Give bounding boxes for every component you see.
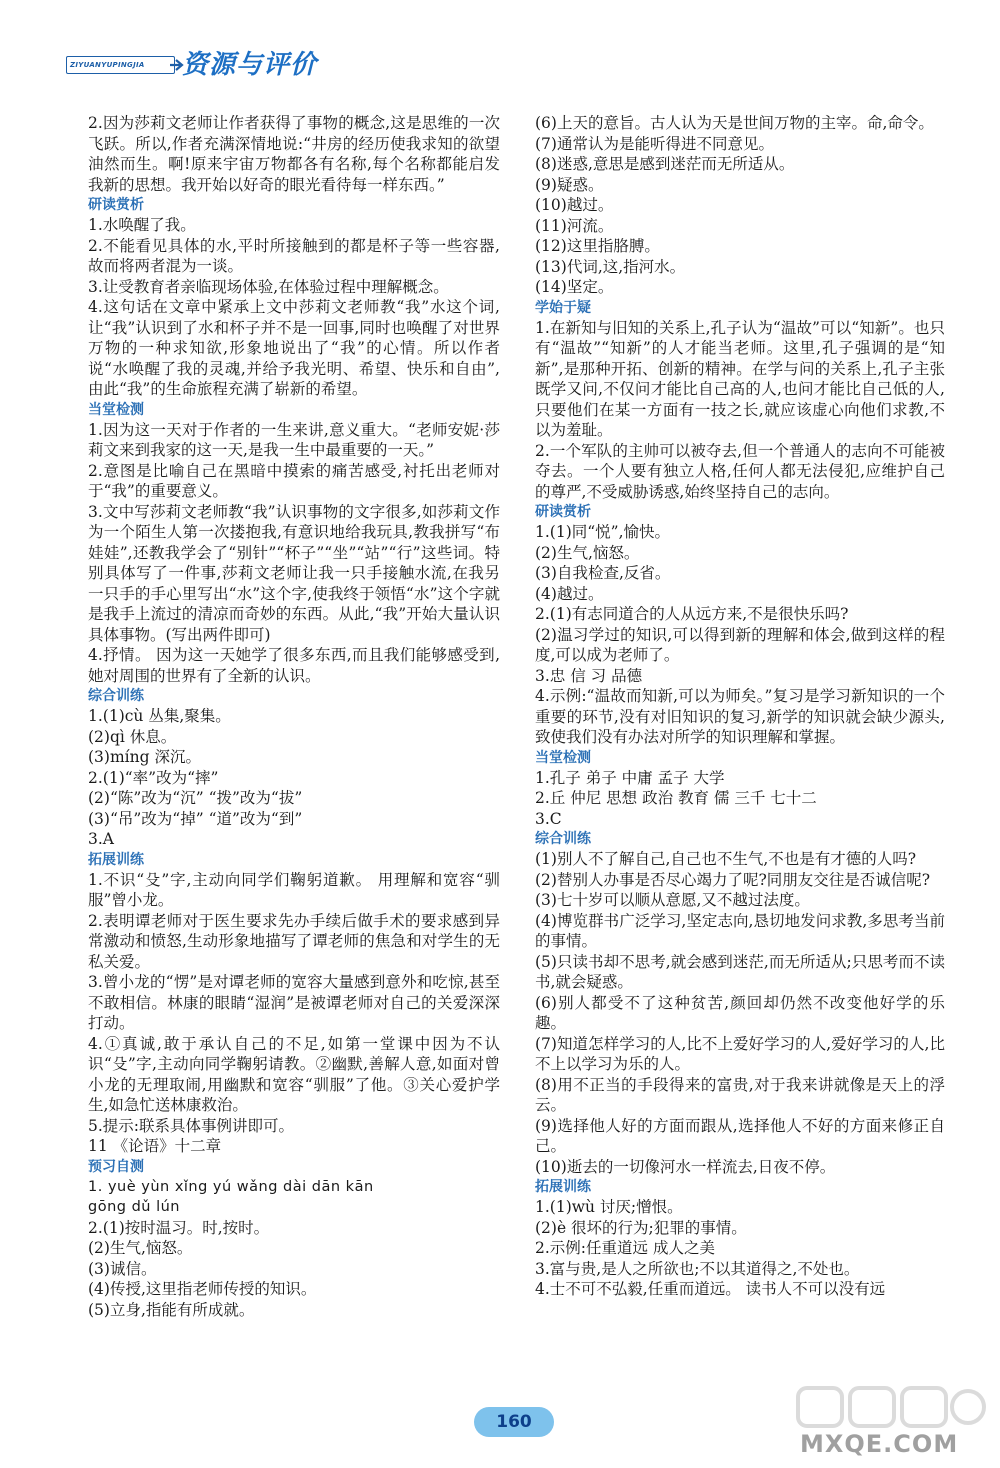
answer-line: (9)疑惑。 [535,175,604,194]
answer-line: (2)生气,恼怒。 [535,543,640,562]
right-column [535,113,945,1300]
section-heading: 当堂检测 [88,401,144,418]
answer-line: 1.因为这一天对于作者的一生来讲,意义重大。“老师安妮·莎莉文来到我家的这一天,是我一生中最重要的一天。” [88,420,500,459]
answer-line: (3)“吊”改为“掉” “道”改为“到” [88,809,303,828]
answer-line: 4.抒情。 因为这一天她学了很多东西,而且我们能够感受到,她对周围的世界有了全新的认识。 [88,646,500,685]
answer-line: (2)生气,恼怒。 [88,1239,193,1257]
answer-line: 2.不能看见具体的水,平时所接触到的都是杯子等一些容器,故而将两者混为一谈。 [88,236,500,275]
answer-line: 2.表明谭老师对于医生要求先办手续后做手术的要求感到异常激动和愤怒,生动形象地描写了谭老师的焦急和对学生的无私关爱。 [88,911,500,971]
answer-line: (3)míng 深沉。 [88,748,201,766]
page-number: 160 [474,1407,554,1437]
answer-line: (6)别人都受不了这种贫苦,颜回却仍然不改变他好学的乐趣。 [535,993,945,1032]
answer-line: (8)迷惑,意思是感到迷茫而无所适从。 [535,155,795,173]
answer-line: 1.水唤醒了我。 [88,216,196,234]
answer-line: (3)七十岁可以顺从意愿,又不越过法度。 [535,891,810,909]
answer-line: 5.提示:联系具体事例讲即可。 [88,1116,295,1135]
answer-line: 2.(1)按时温习。时,按时。 [88,1218,270,1237]
brand-pinyin: ZIYUANYUPINGJIA [66,56,175,74]
answer-line: 1.(1)wù 讨厌;憎恨。 [535,1198,683,1216]
answer-line: 2.(1)有志同道合的人从远方来,不是很快乐吗? [535,605,849,623]
section-heading: 当堂检测 [535,749,591,766]
pinyin-line: 1. yuè yùn xǐng yú wǎng dài dān kān [88,1178,374,1195]
brand-title: 资源与评价 [182,50,318,80]
answer-line: (9)选择他人好的方面而跟从,选择他人不好的方面来修正自己。 [535,1116,945,1155]
answer-line: 2.丘 仲尼 思想 政治 教育 儒 三千 七十二 [535,789,817,807]
section-heading: 学始于疑 [535,299,591,316]
answer-line: 3.富与贵,是人之所欲也;不以其道得之,不处也。 [535,1259,860,1278]
answer-line: 1.(1)cù 丛集,聚集。 [88,707,231,725]
answer-line: (13)代词,这,指河水。 [535,257,686,276]
answer-line: (2)è 很坏的行为;犯罪的事情。 [535,1218,747,1237]
answer-line: 3.让受教育者亲临现场体验,在体验过程中理解概念。 [88,277,449,296]
answer-line: 4.示例:“温故而知新,可以为师矣。”复习是学习新知识的一个重要的环节,没有对旧知识的复习,新学的知识就会缺少源头,致使我们没有办法对所学的知识理解和掌握。 [535,687,945,746]
section-heading: 综合训练 [535,831,591,847]
page-header [66,42,366,82]
answer-line: 2.(1)“率”改为“摔” [88,768,219,787]
section-heading: 预习自测 [88,1158,144,1175]
answer-line: (14)坚定。 [535,278,614,296]
answer-line: 3.忠 信 习 品德 [535,666,643,685]
answer-line: 3.曾小龙的“愣”是对谭老师的宽容大量感到意外和吃惊,甚至不敢相信。林康的眼睛“湿润”是被谭老师对自己的关爱深深打动。 [88,973,500,1032]
section-heading: 研读赏析 [88,197,144,213]
answer-line: (7)通常认为是能听得进不同意见。 [535,134,774,153]
answer-line: 1.孔子 弟子 中庸 孟子 大学 [535,768,725,787]
answer-line: 3.文中写莎莉文老师教“我”认识事物的文字很多,如莎莉文作为一个陌生人第一次搂抱我,有意识地给我玩具,教我拼写“布娃娃”,还教我学会了“别针”“杯子”“坐”“站”“行”这些词。特别具体写了一件事,莎莉文老师让我一只手接触水流,在我另一只手的手心里写出“水”这个字,使我终于领悟“水”这个字就是我手上流过的清凉而奇妙的东西。从此,“我”开始大量认识具体事物。(写出两件即可) [88,502,500,644]
answer-line: (7)知道怎样学习的人,比不上爱好学习的人,爱好学习的人,比不上以学习为乐的人。 [535,1034,945,1073]
section-heading: 综合训练 [88,688,144,704]
answer-line: 3.A [88,830,114,848]
section-heading: 拓展训练 [535,1179,591,1195]
answer-line: 4.①真诚,敢于承认自己的不足,如第一堂课中因为不认识“殳”字,主动向同学鞠躬请教。②幽默,善解人意,如面对曾小龙的无理取闹,用幽默和宽容“驯服”了他。③关心爱护学生,如急忙送林康救治。 [88,1034,500,1114]
answer-line: (5)立身,指能有所成就。 [88,1300,255,1319]
answer-line: 3.C [535,809,562,828]
answer-line: (4)博览群书广泛学习,坚定志向,恳切地发问求教,多思考当前的事情。 [535,911,945,950]
chapter-title: 11 《论语》十二章 [88,1137,222,1155]
answer-line: 2.示例:任重道远 成人之美 [535,1239,715,1257]
answer-line: 2.因为莎莉文老师让作者获得了事物的概念,这是思维的一次飞跃。所以,作者充满深情地说:“井房的经历使我求知的欲望油然而生。啊!原来宇宙万物都各有名称,每个名称都能启发我新的思想。我开始以好奇的眼光看待每一样东西。” [88,114,500,194]
answer-line: 4.这句话在文章中紧承上文中莎莉文老师教“我”水这个词,让“我”认识到了水和杯子并不是一回事,同时也唤醒了对世界万物的一种求知欲,形象地说出了“我”的心情。所以作者说“水唤醒了我的灵魂,并给予我光明、希望、快乐和自由”,由此“我”的生命旅程充满了崭新的希望。 [88,298,500,398]
answer-line: (12)这里指胳膊。 [535,237,660,255]
answer-line: (2)qì 休息。 [88,727,177,746]
answer-line: 2.意图是比喻自己在黑暗中摸索的痛苦感受,衬托出老师对于“我”的重要意义。 [88,461,500,500]
answer-line: (4)越过。 [535,584,604,603]
answer-line: 1.在新知与旧知的关系上,孔子认为“温故”可以“知新”。也只有“温故”“知新”的人才能当老师。这里,孔子强调的是“知新”,是那种开拓、创新的精神。在学与问的关系上,孔子主张既学又问,不仅问才能比自己高的人,也问才能比自己低的人,只要他们在某一方面有一技之长,就应该虚心向他们求教,不以为羞耻。 [535,318,945,439]
section-heading: 研读赏析 [535,504,591,520]
answer-line: (8)用不正当的手段得来的富贵,对于我来讲就像是天上的浮云。 [535,1075,945,1114]
section-heading: 拓展训练 [88,851,144,868]
left-column [88,113,500,1320]
answer-line: (2)温习学过的知识,可以得到新的理解和体会,做到这样的程度,可以成为老师了。 [535,625,945,664]
answer-line: (5)只读书却不思考,就会感到迷茫,而无所适从;只思考而不读书,就会疑惑。 [535,952,945,991]
answer-line: (3)自我检查,反省。 [535,564,671,582]
answer-line: (6)上天的意旨。古人认为天是世间万物的主宰。命,命令。 [535,114,934,132]
answer-line: (10)越过。 [535,196,614,214]
answer-line: 1.(1)同“悦”,愉快。 [535,523,671,541]
answer-line: (2)“陈”改为“沉” “拨”改为“拔” [88,789,303,807]
answer-line: (2)替别人办事是否尽心竭力了呢?同朋友交往是否诚信呢? [535,870,931,889]
answer-line: (11)河流。 [535,216,614,235]
answer-line: (3)诚信。 [88,1259,157,1278]
answer-line: 4.士不可不弘毅,任重而道远。 读书人不可以没有远 [535,1280,886,1298]
answer-line: (10)逝去的一切像河水一样流去,日夜不停。 [535,1157,836,1176]
answer-line: (4)传授,这里指老师传授的知识。 [88,1280,317,1298]
answer-line: (1)别人不了解自己,自己也不生气,不也是有才德的人吗? [535,850,917,868]
answer-line: 1.不识“殳”字,主动向同学们鞠躬道歉。 用理解和宽容“驯服”曾小龙。 [88,870,500,909]
pinyin-line: gōng dǔ lún [88,1199,180,1215]
watermark-text: MXQE.COM [800,1430,959,1458]
answer-line: 2.一个军队的主帅可以被夺去,但一个普通人的志向不可能被夺去。一个人要有独立人格,任何人都无法侵犯,应维护自己的尊严,不受威胁诱惑,始终坚持自己的志向。 [535,441,945,501]
